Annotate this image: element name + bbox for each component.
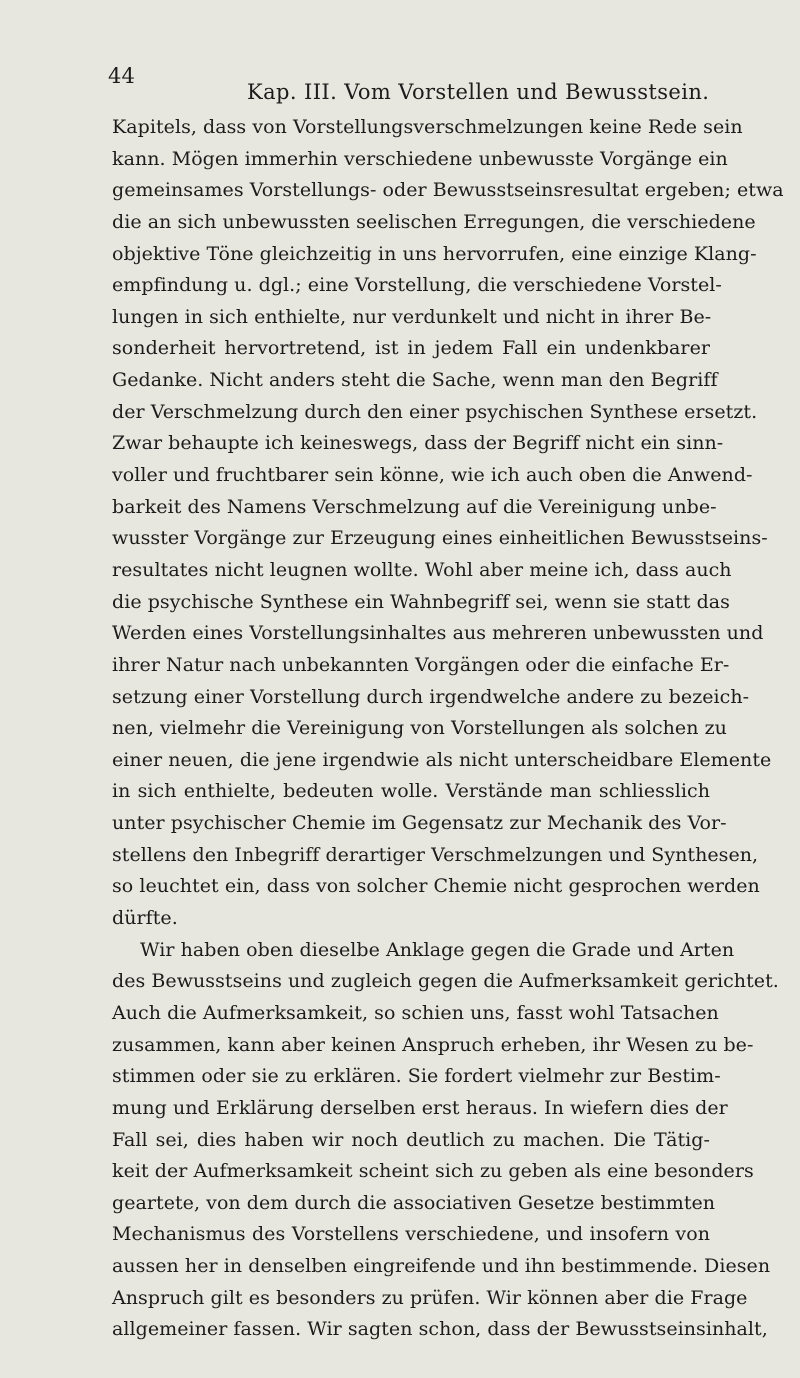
- text-line: keit der Aufmerksamkeit scheint sich zu geben als eine besonders: [112, 1160, 754, 1183]
- text-line: barkeit des Namens Verschmelzung auf die Vereinigung unbe-: [112, 495, 717, 518]
- text-line: in sich enthielte, bedeuten wolle. Verstände man schliesslich: [112, 780, 710, 803]
- text-line: allgemeiner fassen. Wir sagten schon, dass der Bewusstseinsinhalt,: [112, 1318, 768, 1341]
- text-line: Anspruch gilt es besonders zu prüfen. Wir können aber die Frage: [112, 1286, 748, 1309]
- text-line: objektive Töne gleichzeitig in uns hervorrufen, eine einzige Klang-: [112, 242, 757, 265]
- text-line: stimmen oder sie zu erklären. Sie fordert vielmehr zur Bestim-: [112, 1065, 721, 1088]
- text-line: Wir haben oben dieselbe Anklage gegen die Grade und Arten: [140, 938, 735, 961]
- text-line: dürfte.: [112, 907, 178, 930]
- text-line: setzung einer Vorstellung durch irgendwelche andere zu bezeich-: [112, 685, 750, 708]
- text-line: so leuchtet ein, dass von solcher Chemie nicht gesprochen werden: [112, 875, 760, 898]
- text-line: die an sich unbewussten seelischen Erregungen, die verschiedene: [112, 210, 756, 233]
- text-line: Mechanismus des Vorstellens verschiedene, und insofern von: [112, 1223, 710, 1246]
- text-line: voller und fruchtbarer sein könne, wie ich auch oben die Anwend-: [112, 464, 753, 487]
- text-line: die psychische Synthese ein Wahnbegriff sei, wenn sie statt das: [112, 590, 730, 613]
- text-line: kann. Mögen immerhin verschiedene unbewusste Vorgänge ein: [112, 147, 728, 170]
- text-line: resultates nicht leugnen wollte. Wohl aber meine ich, dass auch: [112, 558, 732, 581]
- text-line: stellens den Inbegriff derartiger Verschmelzungen und Synthesen,: [112, 843, 759, 866]
- running-title: Kap. III. Vom Vorstellen und Bewusstsein.: [247, 80, 710, 104]
- text-line: des Bewusstseins und zugleich gegen die Aufmerksamkeit gerichtet.: [112, 970, 779, 993]
- text-line: mung und Erklärung derselben erst heraus. In wiefern dies der: [112, 1096, 728, 1119]
- body-text: [112, 112, 784, 1346]
- text-line: aussen her in denselben eingreifende und ihn bestimmende. Diesen: [112, 1255, 771, 1278]
- text-line: Auch die Aufmerksamkeit, so schien uns, fasst wohl Tatsachen: [112, 1001, 719, 1024]
- text-line: einer neuen, die jene irgendwie als nicht unterscheidbare Elemente: [112, 748, 772, 771]
- text-line: ihrer Natur nach unbekannten Vorgängen oder die einfache Er-: [112, 653, 730, 676]
- text-line: Kapitels, dass von Vorstellungsverschmelzungen keine Rede sein: [112, 116, 743, 138]
- text-line: Gedanke. Nicht anders steht die Sache, wenn man den Begriff: [112, 369, 718, 392]
- text-line: Werden eines Vorstellungsinhaltes aus mehreren unbewussten und: [112, 622, 764, 645]
- text-line: der Verschmelzung durch den einer psychischen Synthese ersetzt.: [112, 400, 758, 423]
- text-line: Fall sei, dies haben wir noch deutlich zu machen. Die Tätig-: [112, 1128, 710, 1151]
- text-line: nen, vielmehr die Vereinigung von Vorstellungen als solchen zu: [112, 717, 727, 740]
- text-line: gemeinsames Vorstellungs- oder Bewusstseinsresultat ergeben; etwa: [112, 179, 784, 202]
- text-line: empfindung u. dgl.; eine Vorstellung, die verschiedene Vorstel-: [112, 274, 722, 297]
- page-number: 44: [108, 64, 136, 88]
- text-line: unter psychischer Chemie im Gegensatz zur Mechanik des Vor-: [112, 812, 727, 835]
- text-line: wusster Vorgänge zur Erzeugung eines einheitlichen Bewusstseins-: [112, 527, 768, 550]
- text-line: lungen in sich enthielte, nur verdunkelt und nicht in ihrer Be-: [112, 305, 712, 328]
- text-line: Zwar behaupte ich keineswegs, dass der Begriff nicht ein sinn-: [112, 432, 724, 455]
- text-line: geartete, von dem durch die associativen Gesetze bestimmten: [112, 1191, 716, 1214]
- text-line: sonderheit hervortretend, ist in jedem Fall ein undenkbarer: [112, 337, 710, 360]
- text-line: zusammen, kann aber keinen Anspruch erheben, ihr Wesen zu be-: [112, 1033, 754, 1056]
